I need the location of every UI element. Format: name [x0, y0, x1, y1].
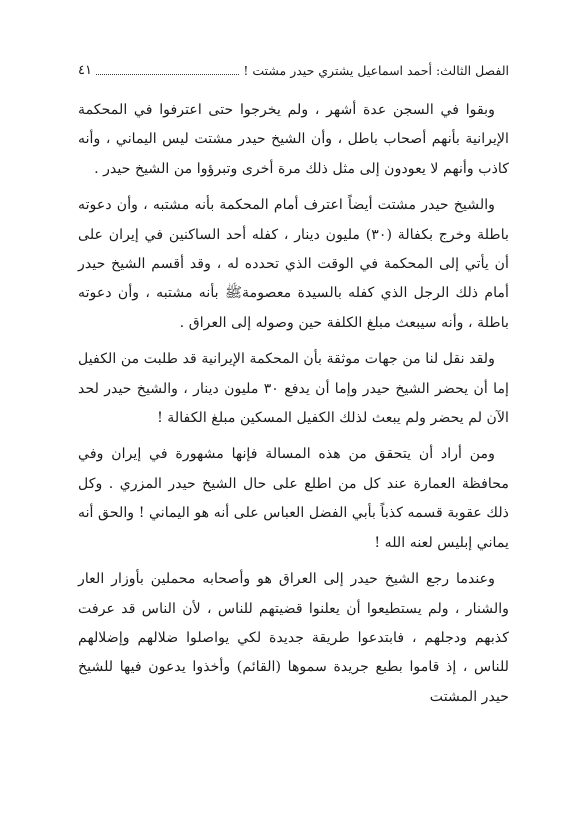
paragraph: وعندما رجع الشيخ حيدر إلى العراق هو وأصحابه محملين بأوزار العار والشنار ، ولم يستطيعوا أن يعلنوا قضيتهم للناس ، لأن الناس قد عرفت كذبهم ودجلهم ، فابتدعوا طريقة جديدة لكي يواصلوا ضلالهم وإضلالهم للناس ، إذ قاموا بطبع جريدة سموها (القائم) وأخذوا يدعون فيها للشيخ حيدر المشتت	[78, 571, 509, 705]
paragraph: والشيخ حيدر مشتت أيضاً اعترف أمام المحكمة بأنه مشتبه ، وأن دعوته باطلة وخرج بكفالة (٣٠) مليون دينار ، كفله أحد الساكنين في إيران على أن يأتي إلى المحكمة في الوقت الذي تحدده له ، وقد أقسم الشيخ حيدر أمام ذلك الرجل الذي كفله بالسيدة معصومة‎ﷺ‏ بأنه مشتبه ، وأن دعوته باطلة ، وأنه سيبعث مبلغ الكلفة حين وصوله إلى العراق .	[78, 197, 509, 331]
dotted-leader	[96, 73, 239, 75]
chapter-title: الفصل الثالث: أحمد اسماعيل يشتري حيدر مشتت !	[243, 63, 509, 78]
paragraph: وبقوا في السجن عدة أشهر ، ولم يخرجوا حتى اعترفوا في المحكمة الإيرانية بأنهم أصحاب باطل ، وأن الشيخ حيدر مشتت ليس اليماني ، وأنه كاذب وأنهم لا يعودون إلى مثل ذلك مرة أخرى وتبرؤوا من الشيخ حيدر .	[78, 102, 509, 177]
paragraph: ولقد نقل لنا من جهات موثقة بأن المحكمة الإيرانية قد طلبت من الكفيل إما أن يحضر الشيخ حيدر وإما أن يدفع ٣٠ مليون دينار ، والشيخ حيدر لحد الآن لم يحضر ولم يبعث لذلك الكفيل المسكين مبلغ الكفالة !	[78, 351, 509, 427]
paragraph: ومن أراد أن يتحقق من هذه المسالة فإنها مشهورة في إيران وفي محافظة العمارة عند كل من اطلع على حال الشيخ حيدر المزري . وكل ذلك عقوبة قسمه كذباً بأبي الفضل العباس على أنه هو اليماني ! والحق أنه يماني إبليس لعنه الله !	[78, 446, 509, 551]
running-header	[78, 58, 509, 80]
body-text	[78, 96, 509, 719]
page-number: ٤١	[78, 63, 92, 78]
